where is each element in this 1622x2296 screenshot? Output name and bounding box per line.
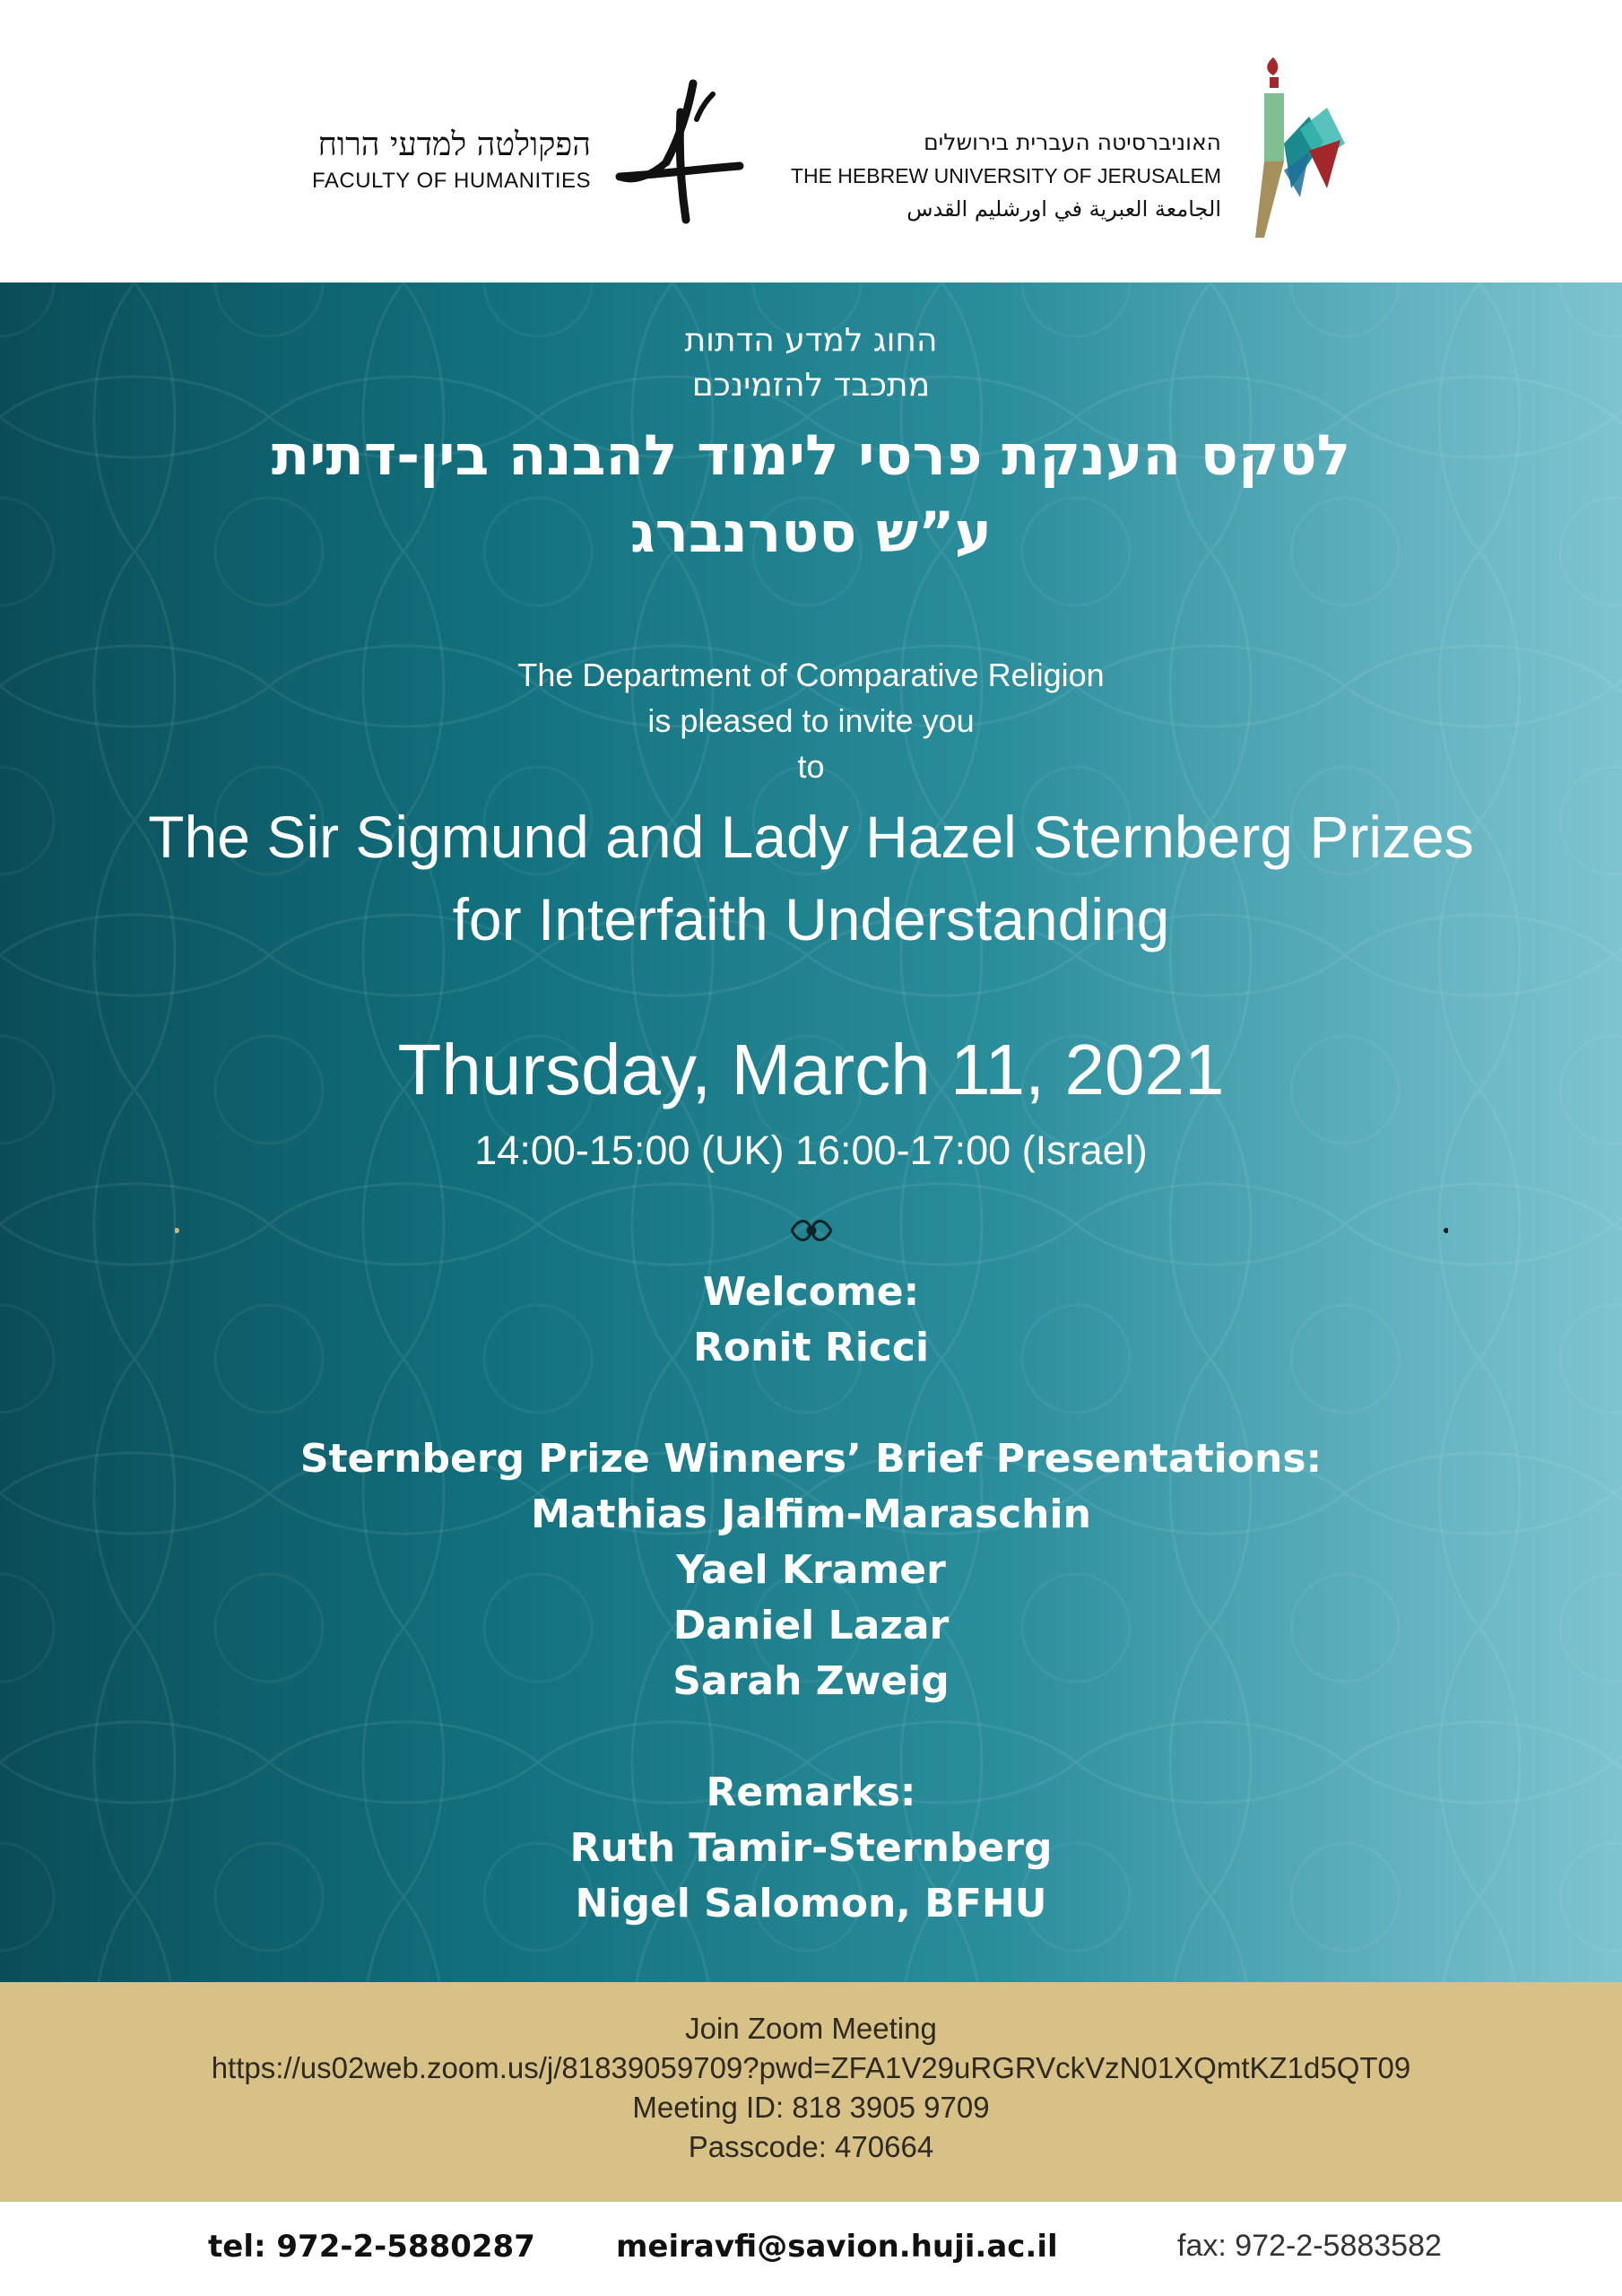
footer-email[interactable]: meiravfi@savion.huji.ac.il <box>616 2229 1058 2265</box>
remarks-speaker-1: Ruth Tamir-Sternberg <box>569 1825 1053 1871</box>
to-english: to <box>797 748 825 785</box>
welcome-speaker: Ronit Ricci <box>692 1325 930 1370</box>
invite-hebrew: מתכבד להזמינכם <box>691 367 931 404</box>
title-hebrew-line1: לטקס הענקת פרסי לימוד להבנה בין-דתית <box>271 422 1351 488</box>
university-name <box>791 126 1221 226</box>
date-text: Thursday, March 11, 2021 <box>397 1030 1225 1109</box>
event-time <box>0 1124 1622 1178</box>
footer-fax: fax: 972-2-5883582 <box>1177 2229 1442 2263</box>
faculty-logo-icon <box>614 76 744 224</box>
faculty-name <box>312 126 591 197</box>
university-name-english: THE HEBREW UNIVERSITY OF JERUSALEM <box>790 164 1221 187</box>
university-name-arabic: الجامعة العبرية في اورشليم القدس <box>906 196 1221 222</box>
footer-phone: tel: 972-2-5880287 <box>208 2229 535 2265</box>
remarks-speaker-2: Nigel Salomon, BFHU <box>575 1881 1047 1926</box>
university-logo-icon <box>1237 54 1349 242</box>
hebrew-title <box>0 417 1622 571</box>
english-title <box>0 796 1622 961</box>
faculty-name-hebrew: הפקולטה למדעי הרוח <box>317 126 591 163</box>
department-english: The Department of Comparative Religion <box>517 657 1105 693</box>
presenter-4: Sarah Zweig <box>672 1658 950 1704</box>
program <box>0 1265 1622 1932</box>
welcome-heading: Welcome: <box>702 1269 920 1315</box>
zoom-join-label: Join Zoom Meeting <box>685 2012 937 2045</box>
faculty-name-english: FACULTY OF HUMANITIES <box>312 169 591 193</box>
zoom-link[interactable]: https://us02web.zoom.us/j/81839059709?pwd=ZFA1V29uRGRVckVzN01XQmtKZ1d5QT09 <box>211 2051 1411 2084</box>
zoom-passcode: Passcode: 470664 <box>688 2130 934 2163</box>
footer <box>0 2202 1622 2296</box>
hebrew-header <box>0 318 1622 408</box>
invite-english: is pleased to invite you <box>647 702 975 739</box>
department-hebrew: החוג למדע הדתות <box>684 322 938 359</box>
presenter-1: Mathias Jalfim-Maraschin <box>531 1492 1091 1537</box>
time-text: 14:00-15:00 (UK) 16:00-17:00 (Israel) <box>474 1127 1148 1173</box>
presenter-3: Daniel Lazar <box>672 1603 950 1648</box>
ornamental-divider <box>175 1217 1448 1244</box>
remarks-heading: Remarks: <box>706 1770 916 1815</box>
presenter-2: Yael Kramer <box>676 1547 946 1593</box>
university-name-hebrew: האוניברסיטה העברית בירושלים <box>924 129 1221 155</box>
header <box>0 0 1622 283</box>
invitation-panel <box>0 283 1622 1982</box>
zoom-details <box>0 1982 1622 2202</box>
event-date <box>0 1025 1622 1115</box>
presentations-heading: Sternberg Prize Winners’ Brief Presentations: <box>299 1436 1323 1482</box>
english-intro <box>0 652 1622 789</box>
zoom-meeting-id: Meeting ID: 818 3905 9709 <box>632 2091 990 2124</box>
title-english-line1: The Sir Sigmund and Lady Hazel Sternberg Prizes <box>148 804 1474 870</box>
title-hebrew-line2: ע”ש סטרנברג <box>629 500 993 565</box>
title-english-line2: for Interfaith Understanding <box>452 886 1170 952</box>
